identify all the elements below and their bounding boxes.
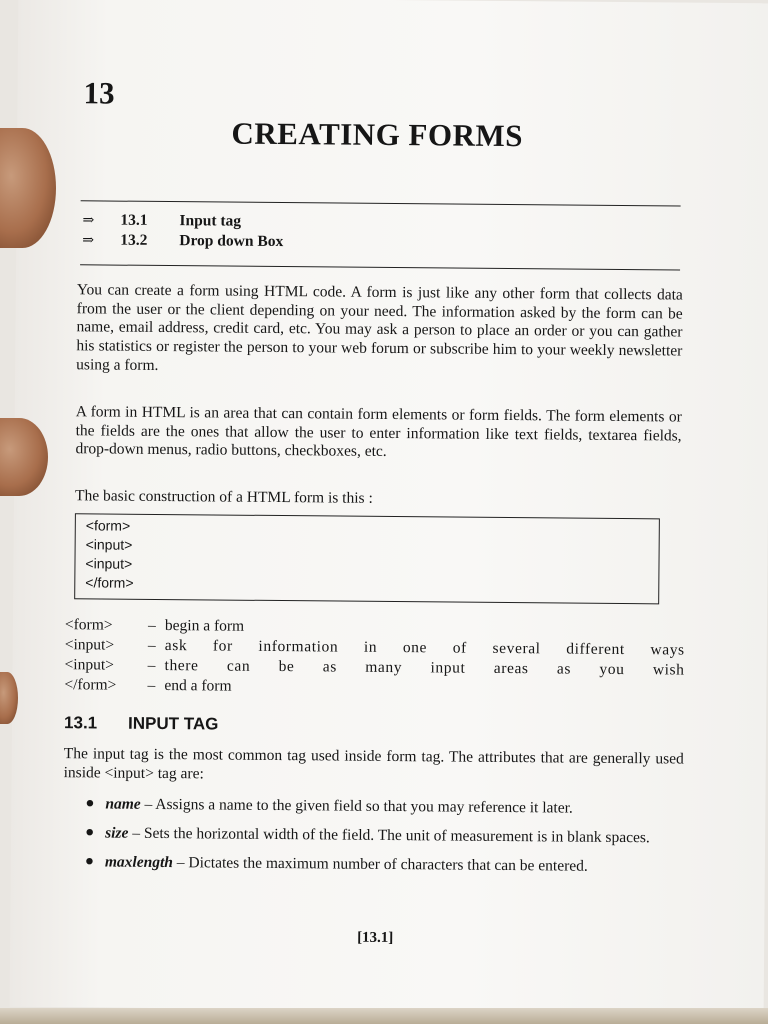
attribute-description: – Sets the horizontal width of the field. The unit of measurement is in blank spaces. — [128, 824, 650, 847]
definition-dash: – — [147, 616, 156, 634]
code-line: <input> — [85, 536, 133, 553]
book-page — [10, 0, 768, 1013]
chapter-title: CREATING FORMS — [231, 115, 524, 154]
attribute-description: – Dictates the maximum number of characters that can be entered. — [172, 854, 588, 875]
definition-tag: <form> — [64, 616, 113, 634]
attribute-description: – Assigns a name to the given field so that you may reference it later. — [140, 795, 573, 817]
definition-text: ask for information in one of several different ways — [164, 637, 685, 659]
section-number: 13.1 — [64, 713, 98, 733]
section-title: INPUT TAG — [128, 713, 219, 734]
attribute-term: size — [105, 824, 129, 842]
chapter-contents — [82, 210, 283, 252]
toc-item — [82, 230, 283, 252]
attribute-list — [85, 793, 686, 885]
toc-item — [82, 210, 283, 232]
chapter-number: 13 — [83, 75, 115, 111]
section-intro-paragraph: The input tag is the most common tag used inside form tag. The attributes that are generally used inside <input> tag are: — [63, 745, 684, 783]
intro-paragraph: You can create a form using HTML code. A form is just like any other form that collects data from the user or the client depending on your need. The information asked by the form can be name, email address, credit card, etc. You may ask a person to place an order or you can gather his statistics or register the person to your web forum or subscribe him to your weekly newsletter using a form. — [76, 281, 683, 374]
definition-dash: – — [147, 656, 156, 674]
definition-dash: – — [147, 676, 156, 694]
arrow-icon: ⇒ — [82, 232, 95, 248]
definition-dash: – — [147, 636, 156, 654]
bullet-icon: ● — [84, 853, 95, 870]
tag-definitions — [64, 615, 685, 700]
form-elements-paragraph: A form in HTML is an area that can contain form elements or form fields. The form elements or the fields are the ones that allow the user to enter information like text fields, textarea fields, drop-down menus, radio buttons, checkboxes, etc. — [75, 403, 682, 461]
code-line: <input> — [85, 555, 133, 572]
definition-text: there can be as many input areas as you wish — [164, 657, 685, 679]
code-line: <form> — [85, 517, 131, 534]
page-stack-edge — [0, 1008, 768, 1024]
toc-item-number: 13.2 — [120, 231, 148, 249]
attribute-term: name — [105, 795, 141, 813]
page-number: [13.1] — [357, 929, 394, 947]
toc-item-title: Input tag — [179, 212, 242, 230]
bullet-icon: ● — [85, 824, 95, 841]
list-item — [85, 793, 685, 819]
attribute-term: maxlength — [104, 853, 173, 872]
section-heading — [64, 713, 219, 734]
list-item — [85, 851, 685, 877]
definition-tag: </form> — [64, 676, 117, 694]
list-item — [85, 822, 685, 848]
definition-text: begin a form — [164, 617, 245, 635]
toc-item-title: Drop down Box — [179, 232, 284, 251]
divider-bottom — [80, 264, 680, 270]
arrow-icon: ⇒ — [82, 212, 95, 228]
definition-text: end a form — [164, 677, 232, 695]
definition-row — [64, 675, 684, 700]
toc-item-number: 13.1 — [120, 211, 148, 229]
code-example-box — [74, 513, 660, 604]
definition-tag: <input> — [64, 656, 115, 674]
bullet-icon: ● — [85, 795, 95, 812]
construction-paragraph: The basic construction of a HTML form is this : — [74, 487, 373, 507]
divider-top — [81, 200, 681, 206]
code-line: </form> — [85, 574, 134, 591]
definition-tag: <input> — [64, 636, 115, 654]
